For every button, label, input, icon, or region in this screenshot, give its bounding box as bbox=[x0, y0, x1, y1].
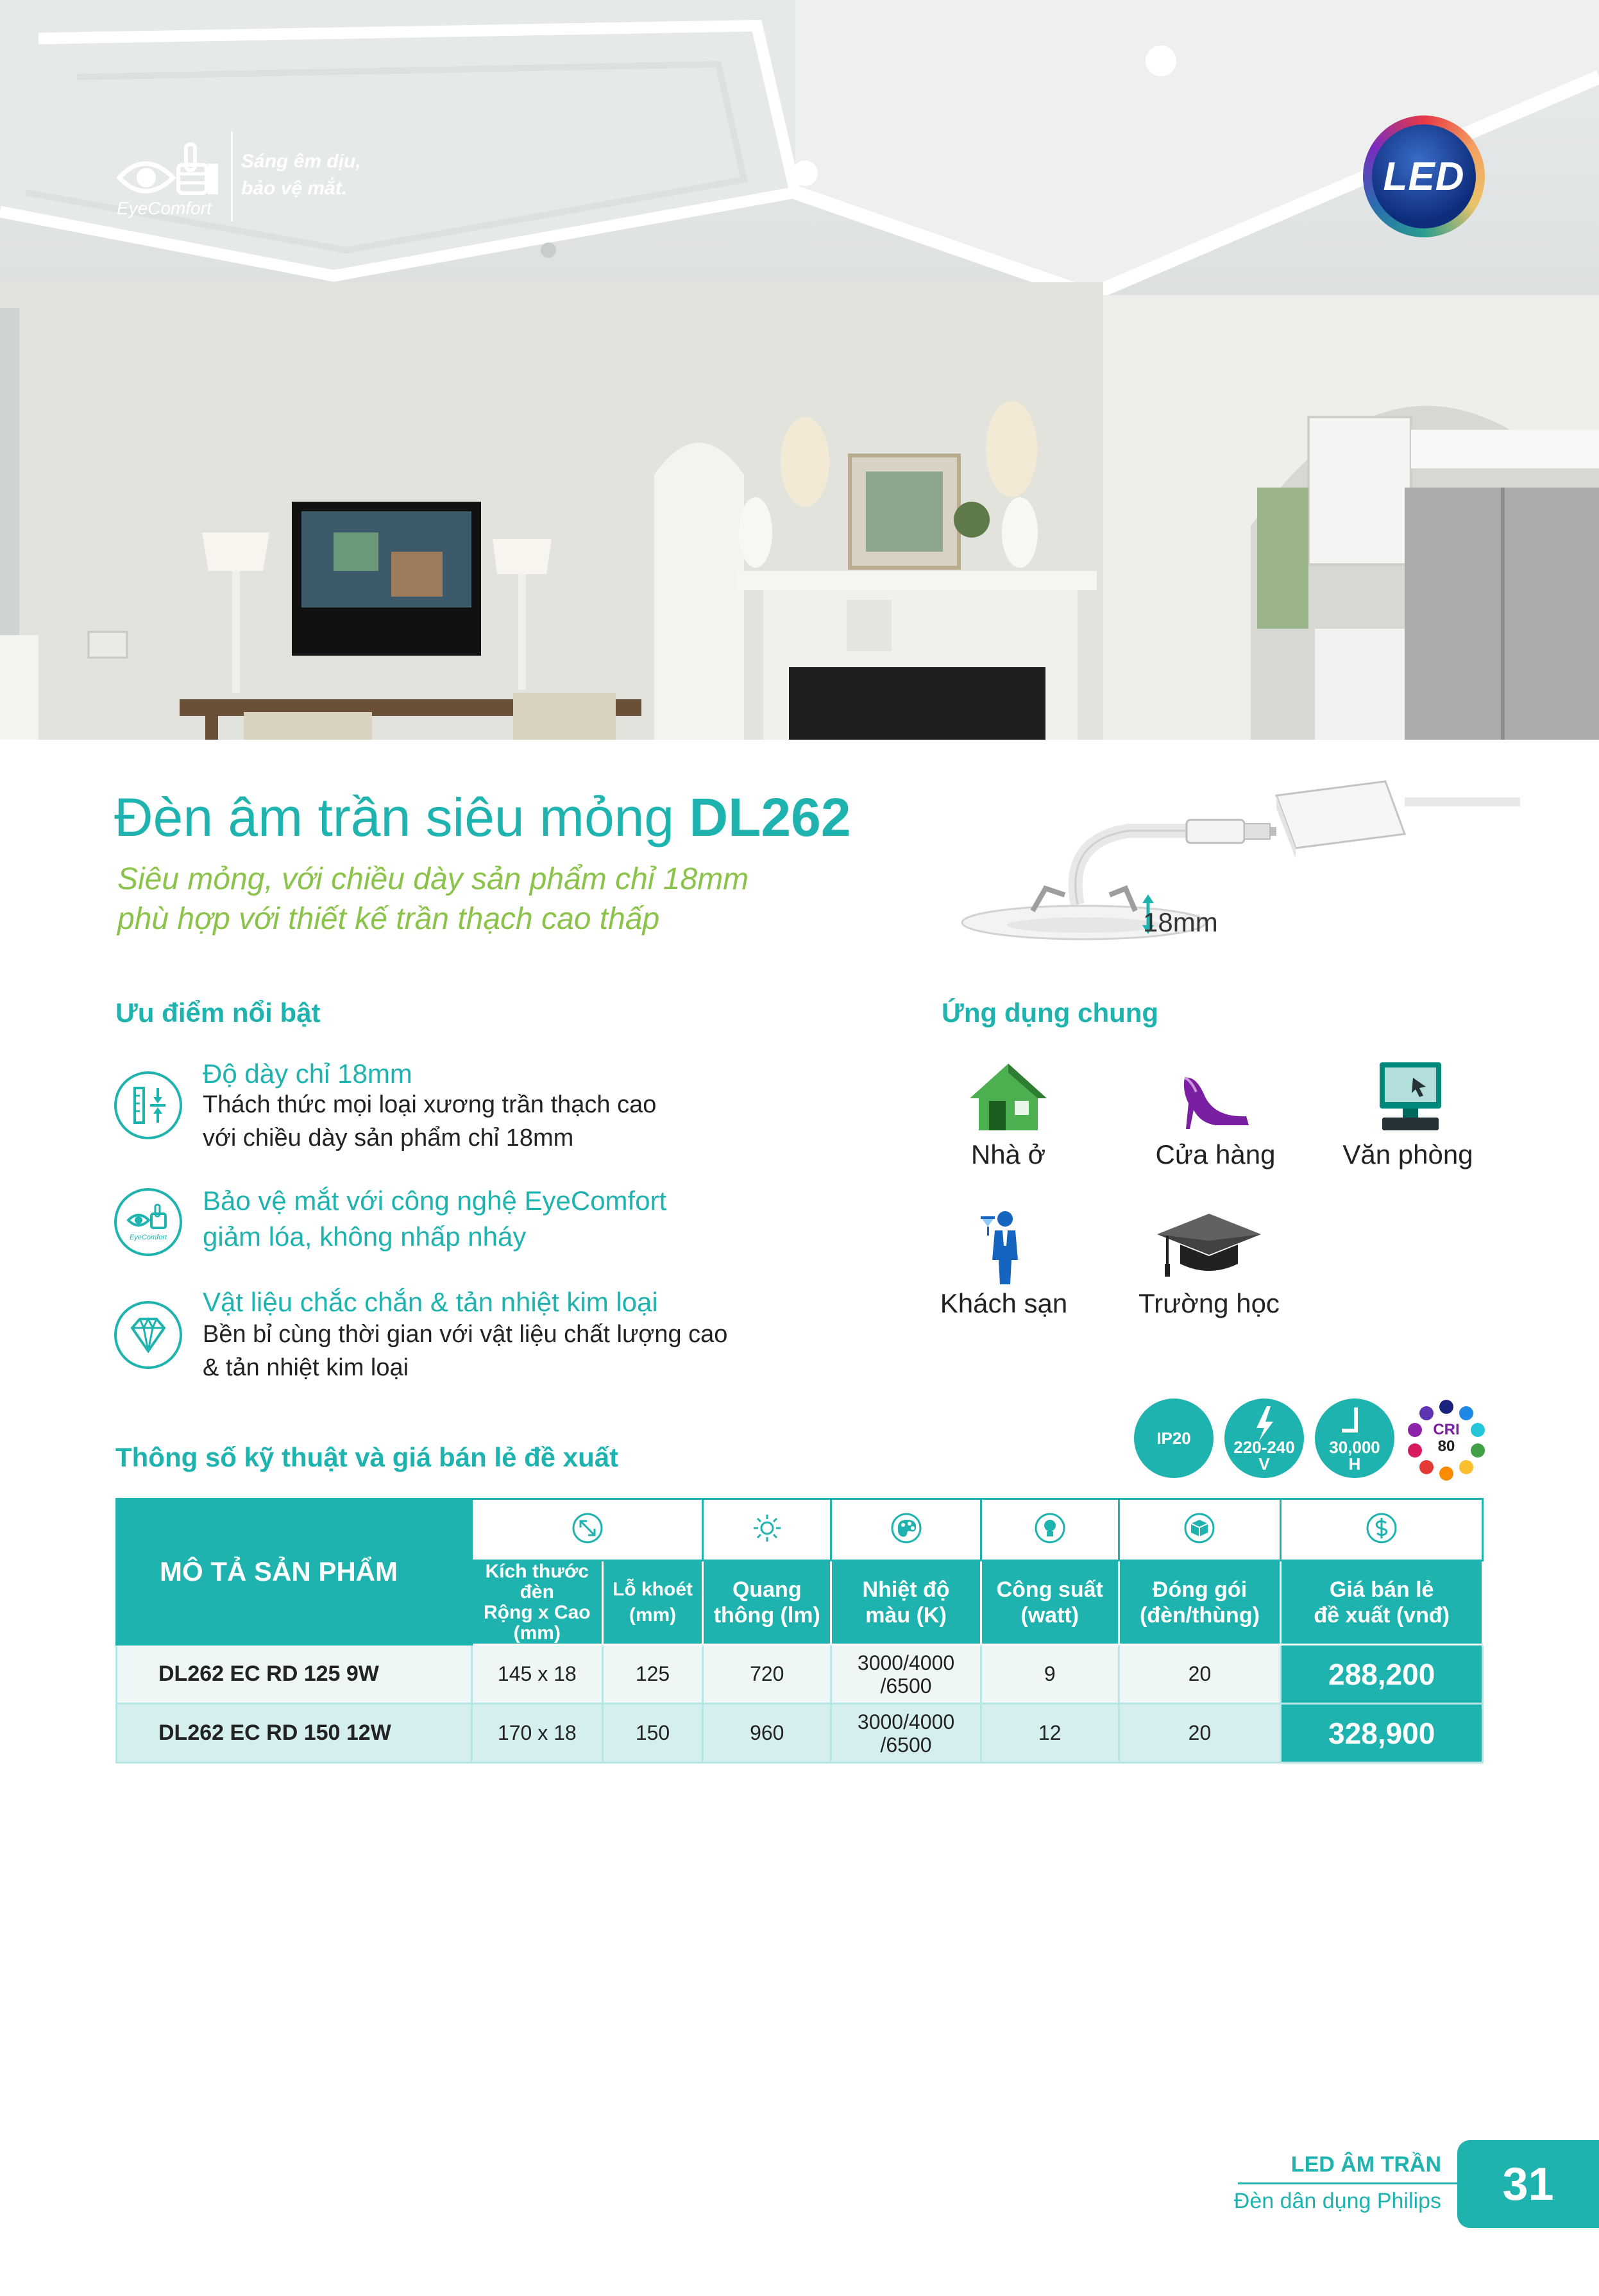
voltage-badge bbox=[1224, 1399, 1304, 1478]
app-item-home bbox=[906, 1059, 1111, 1170]
feature-desc-thickness bbox=[203, 1088, 844, 1155]
box-icon bbox=[1182, 1511, 1217, 1545]
cri-label: CRI bbox=[1433, 1421, 1460, 1438]
app-label-office: Văn phòng bbox=[1342, 1139, 1473, 1169]
ruler-thickness-icon bbox=[114, 1071, 182, 1139]
header-line: Giá bán lẻ bbox=[1329, 1577, 1434, 1602]
cri-color-dot bbox=[1439, 1467, 1453, 1481]
table-header-power bbox=[981, 1561, 1119, 1645]
graduation-cap-icon bbox=[1155, 1207, 1264, 1284]
table-row bbox=[117, 1704, 1483, 1763]
header-line: Lỗ khoét bbox=[613, 1579, 693, 1600]
led-badge-text: LED bbox=[1383, 154, 1465, 199]
cell-description: DL262 EC RD 150 12W bbox=[117, 1704, 472, 1763]
feature-desc-material bbox=[203, 1318, 844, 1384]
cri-color-dot bbox=[1419, 1460, 1434, 1474]
table-header-flux bbox=[703, 1561, 831, 1645]
dollar-icon bbox=[1364, 1511, 1399, 1545]
table-row bbox=[117, 1645, 1483, 1704]
cell-power: 9 bbox=[981, 1645, 1119, 1704]
cri-color-dot bbox=[1439, 1400, 1453, 1414]
feature-item-thickness bbox=[114, 1059, 884, 1155]
app-label-home: Nhà ở bbox=[970, 1139, 1046, 1169]
cell-description: DL262 EC RD 125 9W bbox=[117, 1645, 472, 1704]
eye-hand-icon bbox=[114, 132, 230, 202]
specs-heading: Thông số kỹ thuật và giá bán lẻ đề xuất bbox=[115, 1442, 619, 1472]
voltage-text-2: V bbox=[1258, 1454, 1270, 1474]
computer-icon bbox=[1363, 1059, 1453, 1135]
cri-color-dot bbox=[1459, 1460, 1473, 1474]
product-subtitle bbox=[117, 860, 887, 939]
cri-color-dot bbox=[1419, 1406, 1434, 1420]
product-title bbox=[114, 787, 851, 849]
subtitle-line-1: Siêu mỏng, với chiều dày sản phẩm chỉ 18mm bbox=[117, 862, 749, 896]
eyecomfort-logo bbox=[114, 132, 473, 228]
header-line: (mm) bbox=[513, 1622, 561, 1644]
app-label-hotel: Khách sạn bbox=[940, 1288, 1068, 1318]
app-item-store bbox=[1113, 1059, 1318, 1170]
lifetime-badge bbox=[1315, 1399, 1394, 1478]
cell-price: 328,900 bbox=[1281, 1704, 1483, 1763]
header-line: thông (lm) bbox=[713, 1603, 820, 1628]
waiter-icon bbox=[959, 1207, 1049, 1284]
cri-badge bbox=[1405, 1399, 1488, 1482]
ip-rating-text: IP20 bbox=[1156, 1429, 1191, 1448]
cell-pack: 20 bbox=[1119, 1645, 1281, 1704]
table-icon-cell bbox=[471, 1499, 702, 1561]
cell-size: 145 x 18 bbox=[471, 1645, 602, 1704]
table-header-cutout bbox=[602, 1561, 703, 1645]
feature-title-thickness: Độ dày chỉ 18mm bbox=[203, 1059, 412, 1089]
palette-icon bbox=[889, 1511, 924, 1545]
cri-color-dot bbox=[1459, 1406, 1473, 1420]
table-header-cct bbox=[831, 1561, 981, 1645]
feature-item-material bbox=[114, 1287, 884, 1390]
header-line: Đóng gói bbox=[1152, 1577, 1248, 1602]
product-model: DL262 bbox=[689, 787, 851, 847]
cct-line: /6500 bbox=[880, 1733, 932, 1756]
page-number: 31 bbox=[1457, 2140, 1599, 2228]
cct-line: 3000/4000 bbox=[857, 1651, 955, 1674]
feature-desc-line: & tản nhiệt kim loại bbox=[203, 1354, 409, 1381]
cell-pack: 20 bbox=[1119, 1704, 1281, 1763]
cell-price: 288,200 bbox=[1281, 1645, 1483, 1704]
cri-color-dot bbox=[1408, 1423, 1422, 1437]
house-icon bbox=[963, 1059, 1053, 1135]
feature-title-eyecomfort-1: Bảo vệ mắt với công nghệ EyeComfort bbox=[203, 1186, 667, 1216]
eyecomfort-brand-text: EyeComfort bbox=[117, 198, 212, 218]
tagline-line-1: Sáng êm dịu, bbox=[241, 151, 361, 172]
cct-line: 3000/4000 bbox=[857, 1710, 955, 1733]
cell-cct bbox=[831, 1645, 981, 1704]
header-line: Quang bbox=[732, 1577, 802, 1602]
cell-power: 12 bbox=[981, 1704, 1119, 1763]
diamond-icon bbox=[114, 1301, 182, 1369]
app-item-school bbox=[1106, 1207, 1312, 1319]
logo-divider bbox=[231, 132, 233, 221]
eyecomfort-tagline bbox=[241, 148, 472, 202]
cri-color-dot bbox=[1408, 1443, 1422, 1458]
table-icon-cell bbox=[831, 1499, 981, 1561]
table-header-pack bbox=[1119, 1561, 1281, 1645]
app-item-hotel bbox=[901, 1207, 1106, 1319]
resize-arrow-icon bbox=[570, 1511, 605, 1545]
product-title-prefix: Đèn âm trần siêu mỏng bbox=[114, 787, 690, 847]
subtitle-line-2: phù hợp với thiết kế trần thạch cao thấp bbox=[117, 902, 660, 936]
table-icon-cell bbox=[981, 1499, 1119, 1561]
feature-desc-line: với chiều dày sản phẩm chỉ 18mm bbox=[203, 1125, 574, 1152]
eyecomfort-icon bbox=[114, 1188, 182, 1256]
cell-cutout: 150 bbox=[602, 1704, 703, 1763]
footer-subtitle: Đèn dân dụng Philips bbox=[1233, 2189, 1441, 2213]
led-badge bbox=[1363, 115, 1485, 237]
bulb-icon bbox=[1033, 1511, 1067, 1545]
cell-size: 170 x 18 bbox=[471, 1704, 602, 1763]
feature-item-eyecomfort bbox=[114, 1186, 884, 1263]
cell-flux: 720 bbox=[703, 1645, 831, 1704]
cell-cutout: 125 bbox=[602, 1645, 703, 1704]
thickness-label: 18mm bbox=[1143, 907, 1218, 937]
table-header-description: MÔ TẢ SẢN PHẨM bbox=[117, 1499, 472, 1645]
header-line: màu (K) bbox=[865, 1603, 947, 1628]
ip-rating-badge bbox=[1134, 1399, 1214, 1478]
living-room-illustration bbox=[0, 0, 1599, 740]
header-line: Kích thước đèn bbox=[485, 1561, 589, 1603]
table-icon-cell bbox=[703, 1499, 831, 1561]
spec-price-table bbox=[115, 1498, 1484, 1764]
footer-divider bbox=[1238, 2182, 1459, 2184]
table-icon-cell bbox=[1119, 1499, 1281, 1561]
header-line: (đèn/thùng) bbox=[1139, 1603, 1260, 1628]
header-line: (watt) bbox=[1020, 1603, 1079, 1628]
feature-desc-line: Thách thức mọi loại xương trần thạch cao bbox=[203, 1091, 657, 1118]
table-icon-cell bbox=[1281, 1499, 1483, 1561]
header-line: Nhiệt độ bbox=[862, 1577, 950, 1602]
cct-line: /6500 bbox=[880, 1674, 932, 1697]
tagline-line-2: bảo vệ mắt. bbox=[241, 178, 348, 199]
table-header-size bbox=[471, 1561, 602, 1645]
footer-category: LED ÂM TRẦN bbox=[1290, 2152, 1441, 2177]
header-line: Rộng x Cao bbox=[483, 1602, 591, 1623]
eyecomfort-icon-text: EyeComfort bbox=[129, 1234, 167, 1241]
cri-color-dot bbox=[1471, 1443, 1485, 1458]
header-line: đề xuất (vnđ) bbox=[1314, 1603, 1450, 1628]
header-line: Công suất bbox=[996, 1577, 1103, 1602]
cri-value: 80 bbox=[1437, 1438, 1455, 1455]
app-label-store: Cửa hàng bbox=[1155, 1139, 1276, 1169]
hero-photo bbox=[0, 0, 1599, 740]
cell-flux: 960 bbox=[703, 1704, 831, 1763]
lifetime-text-1: 30,000 bbox=[1329, 1438, 1380, 1457]
feature-desc-line: Bền bỉ cùng thời gian với vật liệu chất lượng cao bbox=[203, 1321, 728, 1348]
high-heel-icon bbox=[1171, 1059, 1260, 1135]
feature-title-eyecomfort-2: giảm lóa, không nhấp nháy bbox=[203, 1221, 527, 1252]
table-header-price bbox=[1281, 1561, 1483, 1645]
feature-title-material: Vật liệu chắc chắn & tản nhiệt kim loại bbox=[203, 1287, 658, 1317]
header-line: (mm) bbox=[629, 1604, 677, 1626]
app-item-office bbox=[1305, 1059, 1510, 1170]
app-label-school: Trường học bbox=[1138, 1288, 1280, 1318]
cell-cct bbox=[831, 1704, 981, 1763]
applications-heading: Ứng dụng chung bbox=[942, 998, 1159, 1028]
light-burst-icon bbox=[750, 1511, 784, 1545]
lifetime-text-2: H bbox=[1348, 1454, 1361, 1474]
voltage-text-1: 220-240 bbox=[1233, 1438, 1295, 1457]
features-heading: Ưu điểm nổi bật bbox=[115, 998, 321, 1028]
